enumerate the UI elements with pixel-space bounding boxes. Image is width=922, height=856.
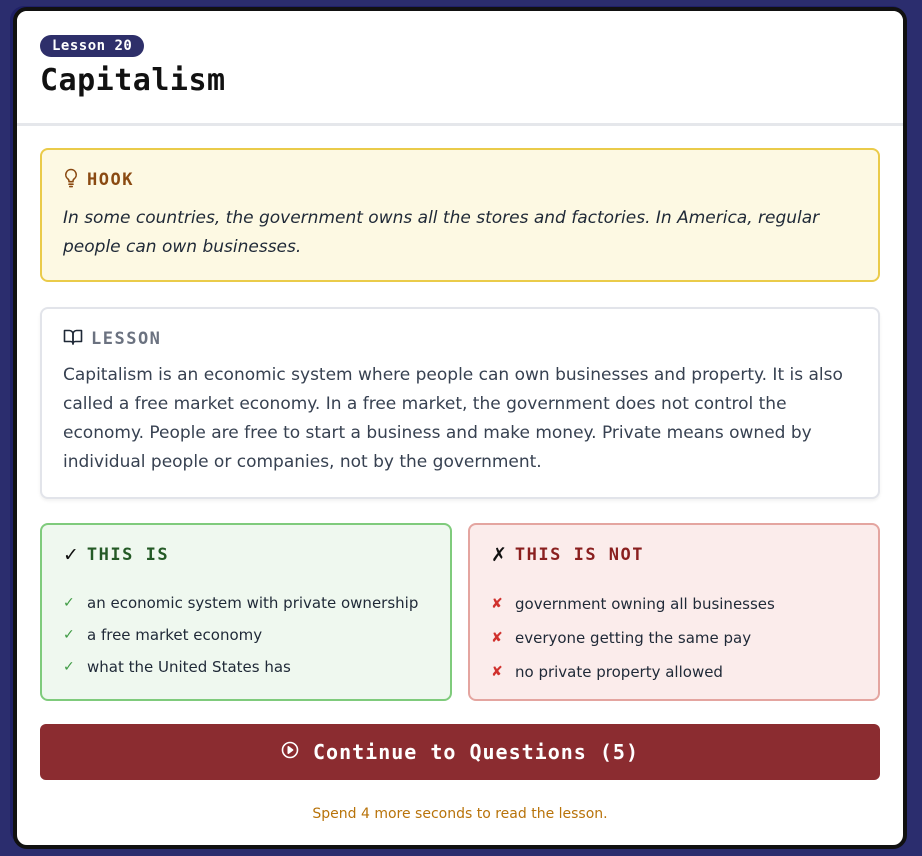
- lesson-number-badge: Lesson 20: [40, 35, 144, 57]
- x-mark-icon: ✘: [491, 630, 503, 646]
- lesson-label: LESSON: [91, 329, 162, 349]
- check-icon: ✓: [63, 595, 75, 611]
- this-is-not-label: THIS IS NOT: [514, 545, 645, 565]
- this-is-heading: [63, 543, 169, 567]
- list-item: [491, 587, 775, 621]
- lesson-body-text: Capitalism is an economic system where people can own businesses and property. It is also called a free market economy. In a free market, the government does not control the economy. People are free to start a business and make money. Private means owned by individual people or companies, not by the government.: [63, 365, 843, 472]
- check-icon: ✓: [63, 659, 75, 675]
- hook-heading: [63, 168, 134, 192]
- checkmark-icon: ✓: [63, 544, 79, 566]
- x-mark-icon: ✘: [491, 664, 503, 680]
- this-is-panel: [40, 523, 452, 701]
- list-item: [63, 587, 418, 619]
- lesson-heading: [63, 327, 161, 351]
- this-is-not-list: [491, 587, 775, 689]
- this-is-label: THIS IS: [86, 545, 170, 565]
- this-is-list: [63, 587, 418, 683]
- open-book-icon: [63, 328, 83, 350]
- list-item-text: no private property allowed: [515, 663, 723, 681]
- reading-timer-note: Spend 4 more seconds to read the lesson.: [312, 806, 608, 822]
- list-item: [491, 655, 775, 689]
- lightbulb-icon: [63, 168, 79, 192]
- continue-to-questions-button[interactable]: [40, 724, 880, 780]
- list-item-text: everyone getting the same pay: [515, 629, 752, 647]
- x-mark-icon: ✘: [491, 596, 503, 612]
- list-item-text: a free market economy: [87, 626, 263, 644]
- hook-text: In some countries, the government owns all the stores and factories. In America, regular people can own businesses.: [63, 208, 820, 257]
- list-item-text: government owning all businesses: [515, 595, 775, 613]
- play-circle-icon: [281, 740, 299, 764]
- list-item: [63, 651, 418, 683]
- this-is-not-heading: [491, 543, 644, 567]
- lesson-card: [13, 7, 907, 849]
- hook-label: HOOK: [87, 170, 134, 190]
- cross-icon: ✗: [491, 544, 507, 566]
- lesson-header: [17, 11, 903, 126]
- list-item-text: an economic system with private ownership: [87, 594, 419, 612]
- lesson-panel: [40, 307, 880, 499]
- list-item: [491, 621, 775, 655]
- continue-button-label: Continue to Questions (5): [312, 740, 640, 764]
- hook-panel: [40, 148, 880, 282]
- check-icon: ✓: [63, 627, 75, 643]
- this-is-not-panel: [468, 523, 880, 701]
- list-item: [63, 619, 418, 651]
- list-item-text: what the United States has: [87, 658, 291, 676]
- page-title: Capitalism: [40, 63, 226, 98]
